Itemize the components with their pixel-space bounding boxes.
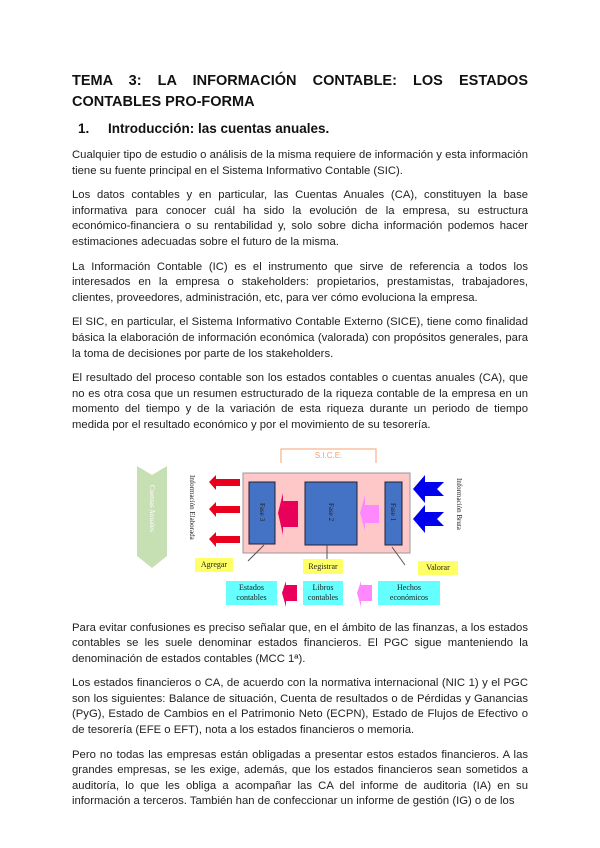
hechos-label: Hechos económicos	[389, 582, 429, 602]
paragraph: El SIC, en particular, el Sistema Informativo Contable Externo (SICE), tiene como finalidad básica la elaboración de información económica (valorada) con propósitos generales, para la toma de decisiones por parte de los stakeholders.	[72, 316, 528, 360]
valorar-label: Valorar	[426, 562, 450, 572]
diagram-shapes	[0, 443, 600, 615]
estados-label: Estados contables	[236, 582, 267, 602]
paragraph: El resultado del proceso contable son los estados contables o cuentas anuales (CA), que no es otra cosa que un resumen estructurado de la riqueza contable de la empresa en un momento del tiempo y de la variación de esta riqueza durante un periodo de tiempo medida por el resultado económico y por el movimiento de su tesorería.	[72, 372, 528, 431]
paragraph: Los estados financieros o CA, de acuerdo con la normativa internacional (NIC 1) y el PGC son los siguientes: Balance de situación, Cuenta de resultados o de Pérdidas y Ganancias (PyG), Estado de Cambios en el Patrimonio Neto (ECPN), Estado de Flujos de Efectivo o de tesorería (EFE o EFT), nota a los estados financieros o memoria.	[72, 677, 528, 737]
section-heading	[78, 120, 528, 138]
paragraph: Los datos contables y en particular, las Cuentas Anuales (CA), constituyen la base informativa para conocer cuál ha sido la evolución de la empresa, su estructura económico-financiera o su rentabilidad y, solo sobre dicha información podemos hacer estimaciones adecuadas sobre el futuro de la misma.	[72, 189, 528, 248]
small-magenta-arrow-icon	[282, 581, 297, 607]
info-bruta-label: Información Bruta	[455, 477, 463, 530]
page-content	[72, 0, 528, 810]
page-title: TEMA 3: LA INFORMACIÓN CONTABLE: LOS ESTADOS CONTABLES PRO-FORMA	[72, 73, 528, 110]
agregar-label: Agregar	[200, 559, 228, 569]
fase3-label: Fase 3	[258, 502, 266, 521]
paragraph: La Información Contable (IC) es el instrumento que sirve de referencia a todos los interesados en la empresa o stakeholders: propietarios, prestamistas, trabajadores, clientes, proveedores, administración, etc, para ver cómo evoluciona la empresa.	[72, 260, 528, 304]
info-elaborada-label: Información Elaborada	[188, 474, 196, 540]
fase2-label: Fase 2	[327, 502, 335, 521]
cuentas-anuales-label: Cuentas Anuales	[148, 484, 156, 532]
paragraph: Para evitar confusiones es preciso señalar que, en el ámbito de las finanzas, a los estados contables se les suele denominar estados financieros. El PGC sigue manteniendo la denominación de estados contables (MCC 1ª).	[72, 621, 528, 665]
red-arrows-icon	[209, 475, 240, 547]
section-number: 1.	[78, 121, 90, 136]
sice-diagram	[0, 443, 600, 615]
registrar-label: Registrar	[308, 561, 338, 571]
libros-label: Libros contables	[307, 582, 339, 602]
section-label: Introducción: las cuentas anuales.	[108, 121, 330, 136]
sice-label: S.I.C.E.	[314, 450, 343, 460]
blue-arrows-icon	[413, 475, 444, 533]
paragraph: Cualquier tipo de estudio o análisis de la misma requiere de información y esta información tiene su fuente principal en el Sistema Informativo Contable (SIC).	[72, 149, 528, 177]
fase1-label: Fase 1	[389, 502, 397, 521]
small-pink-arrow-icon	[357, 581, 372, 607]
paragraph: Pero no todas las empresas están obligadas a presentar estos estados financieros. A las grandes empresas, se les exige, además, que los estados financieros sean sometidos a auditoría, lo que les obliga a acompañar las CA del informe de auditoria (IA) en su información a terceros. También han de confeccionar un informe de gestión (IG) o de los	[72, 748, 528, 808]
